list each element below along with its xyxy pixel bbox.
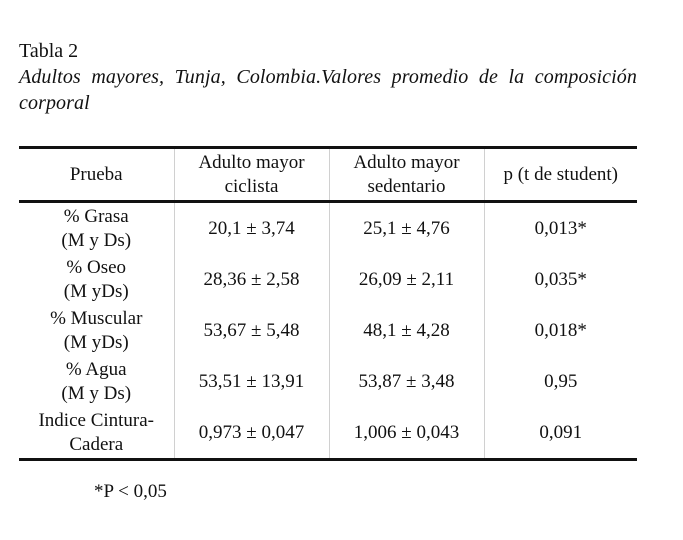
row-label-line-1: % Grasa — [63, 205, 129, 227]
cell-sedentario: 26,09 ± 2,11 — [329, 254, 484, 305]
row-label — [19, 202, 174, 255]
composition-table-container — [19, 146, 637, 461]
header-ciclista — [174, 148, 329, 202]
row-label — [19, 407, 174, 460]
cell-sedentario: 48,1 ± 4,28 — [329, 305, 484, 356]
cell-sedentario: 25,1 ± 4,76 — [329, 202, 484, 255]
header-p-value-text: p (t de student) — [503, 163, 618, 185]
table-row — [19, 305, 637, 356]
cell-ciclista: 53,51 ± 13,91 — [174, 356, 329, 407]
table-header-row — [19, 148, 637, 202]
row-label — [19, 356, 174, 407]
row-label-line-1: Indice Cintura- — [38, 409, 155, 431]
header-sedentario — [329, 148, 484, 202]
row-label-line-2: (M y Ds) — [61, 229, 132, 251]
row-label-line-2: Cadera — [69, 433, 124, 455]
cell-sedentario: 1,006 ± 0,043 — [329, 407, 484, 460]
row-label-line-2: (M yDs) — [63, 331, 129, 353]
header-sedentario-line-2: sedentario — [367, 175, 446, 197]
cell-p-value: 0,013* — [484, 202, 637, 255]
table-caption-title: Tabla 2 — [19, 40, 79, 62]
header-prueba — [19, 148, 174, 202]
table-row — [19, 254, 637, 305]
cell-p-value: 0,091 — [484, 407, 637, 460]
table-row — [19, 407, 637, 460]
cell-p-value: 0,035* — [484, 254, 637, 305]
row-label — [19, 305, 174, 356]
cell-ciclista: 0,973 ± 0,047 — [174, 407, 329, 460]
row-label — [19, 254, 174, 305]
cell-p-value: 0,018* — [484, 305, 637, 356]
header-ciclista-line-2: ciclista — [224, 175, 279, 197]
cell-ciclista: 28,36 ± 2,58 — [174, 254, 329, 305]
header-prueba-text: Prueba — [69, 163, 123, 185]
cell-p-value: 0,95 — [484, 356, 637, 407]
table-footnote: *P < 0,05 — [94, 481, 167, 502]
table-row — [19, 202, 637, 255]
header-p-value — [484, 148, 637, 202]
cell-sedentario: 53,87 ± 3,48 — [329, 356, 484, 407]
table-row — [19, 356, 637, 407]
header-ciclista-line-1: Adulto mayor — [198, 151, 305, 173]
row-label-line-1: % Muscular — [50, 307, 143, 329]
row-label-line-2: (M yDs) — [63, 280, 129, 302]
cell-ciclista: 53,67 ± 5,48 — [174, 305, 329, 356]
header-sedentario-line-1: Adulto mayor — [353, 151, 460, 173]
row-label-line-2: (M y Ds) — [61, 382, 132, 404]
composition-table — [19, 146, 637, 461]
row-label-line-1: % Agua — [65, 358, 127, 380]
table-caption-subtitle: Adultos mayores, Tunja, Colombia.Valores promedio de la composición corporal — [19, 66, 637, 114]
row-label-line-1: % Oseo — [66, 256, 127, 278]
cell-ciclista: 20,1 ± 3,74 — [174, 202, 329, 255]
